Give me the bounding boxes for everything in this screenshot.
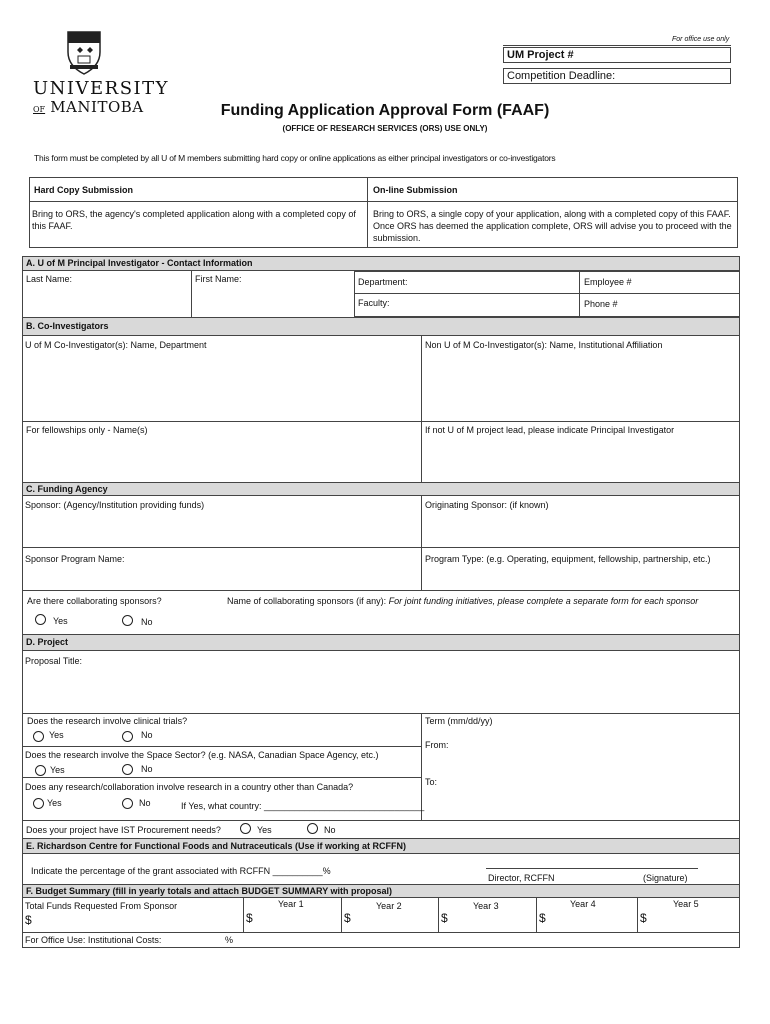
f-bottom-rule	[22, 932, 740, 933]
ist-yes-radio[interactable]	[240, 823, 251, 834]
director-label: Director, RCFFN	[488, 873, 555, 883]
intro-text: This form must be completed by all U of M members submitting hard copy or online applications as either principal investigators or co-investigators	[34, 153, 556, 163]
space-yes-label: Yes	[50, 765, 65, 775]
a-divider-1	[191, 271, 192, 317]
year-5-label: Year 5	[673, 899, 699, 909]
office-use-rule	[503, 45, 731, 46]
sponsor-label[interactable]: Sponsor: (Agency/Institution providing funds)	[25, 500, 205, 510]
d-horizontal-divider	[22, 713, 740, 714]
clinical-yes-label: Yes	[49, 730, 64, 740]
signature-rule	[486, 868, 698, 869]
hard-copy-title: Hard Copy Submission	[34, 185, 134, 195]
if-yes-country-field[interactable]: If Yes, what country: ________________________________	[181, 801, 425, 811]
section-f-header: F. Budget Summary (fill in yearly totals and attach BUDGET SUMMARY with proposal)	[22, 884, 740, 898]
section-a-header: A. U of M Principal Investigator - Contact Information	[22, 256, 740, 271]
country-yes-radio[interactable]	[33, 798, 44, 809]
total-funds-label: Total Funds Requested From Sponsor	[25, 901, 178, 911]
total-funds-currency[interactable]: $	[25, 913, 32, 927]
clinical-trials-question: Does the research involve clinical trials?	[27, 716, 188, 726]
f-col-3	[438, 898, 439, 932]
online-title: On-line Submission	[373, 185, 458, 195]
section-b-header: B. Co-Investigators	[22, 317, 740, 336]
program-type-label[interactable]: Program Type: (e.g. Operating, equipment, fellowship, partnership, etc.)	[425, 554, 711, 564]
year-5-amount[interactable]: $	[640, 911, 647, 925]
phone-label: Phone #	[584, 299, 618, 309]
institutional-costs-percent: %	[225, 935, 234, 945]
ist-yes-label: Yes	[257, 825, 272, 835]
country-yes-label: Yes	[47, 798, 62, 808]
online-text: Bring to ORS, a single copy of your application, along with a completed copy of this FAAF. Once ORS has deemed the application complete, ORS will advise you to proceed with the submission.	[373, 209, 732, 243]
university-of: OF	[33, 105, 46, 114]
c-horizontal-divider	[22, 547, 740, 548]
year-1-amount[interactable]: $	[246, 911, 253, 925]
f-col-4	[536, 898, 537, 932]
collab-no-label: No	[141, 617, 153, 627]
year-3-label: Year 3	[473, 901, 499, 911]
c-vertical-divider	[421, 496, 422, 590]
hard-copy-text: Bring to ORS, the agency's completed application along with a completed copy of this FAAF.	[32, 209, 356, 231]
non-um-co-investigators-label[interactable]: Non U of M Co-Investigator(s): Name, Institutional Affiliation	[425, 340, 663, 350]
university-crest-logo	[64, 26, 104, 76]
ist-procurement-question: Does your project have IST Procurement needs?	[26, 825, 221, 835]
originating-sponsor-label[interactable]: Originating Sponsor: (if known)	[425, 500, 549, 510]
section-c-header: C. Funding Agency	[22, 482, 740, 496]
faculty-label: Faculty:	[358, 298, 390, 308]
collab-yes-radio[interactable]	[35, 614, 46, 625]
year-1-label: Year 1	[278, 899, 304, 909]
collab-no-radio[interactable]	[122, 615, 133, 626]
collab-names: Name of collaborating sponsors (if any):	[227, 596, 387, 606]
rcffn-percentage-field[interactable]: Indicate the percentage of the grant associated with RCFFN __________%	[31, 866, 331, 876]
form-subtitle: (OFFICE OF RESEARCH SERVICES (ORS) USE ONLY)	[282, 124, 488, 133]
proposal-title-label[interactable]: Proposal Title:	[25, 656, 83, 666]
competition-deadline-field[interactable]	[503, 68, 731, 84]
d-country-top-rule	[22, 777, 422, 778]
university-manitoba: MANITOBA	[50, 98, 144, 116]
office-use-only-label: For office use only	[672, 36, 730, 43]
space-yes-radio[interactable]	[35, 765, 46, 776]
d-space-top-rule	[22, 746, 422, 747]
clinical-yes-radio[interactable]	[33, 731, 44, 742]
space-no-label: No	[141, 764, 153, 774]
form-title: Funding Application Approval Form (FAAF)	[220, 102, 550, 119]
ist-no-radio[interactable]	[307, 823, 318, 834]
university-name-line2	[33, 97, 144, 116]
space-sector-question: Does the research involve the Space Sector? (e.g. NASA, Canadian Space Agency, etc.)	[25, 750, 379, 760]
country-no-radio[interactable]	[122, 798, 133, 809]
year-4-amount[interactable]: $	[539, 911, 546, 925]
year-4-label: Year 4	[570, 899, 596, 909]
f-col-5	[637, 898, 638, 932]
sponsor-program-name-label[interactable]: Sponsor Program Name:	[25, 554, 125, 564]
country-no-label: No	[139, 798, 151, 808]
clinical-no-label: No	[141, 730, 153, 740]
department-label: Department:	[358, 277, 408, 287]
submission-divider	[29, 201, 738, 202]
f-col-1	[243, 898, 244, 932]
collab-yes-label: Yes	[53, 616, 68, 626]
ist-no-label: No	[324, 825, 336, 835]
space-no-radio[interactable]	[122, 764, 133, 775]
collaborating-names-label	[227, 596, 698, 606]
signature-label[interactable]: (Signature)	[643, 873, 688, 883]
university-name-line1: UNIVERSITY	[33, 78, 170, 99]
not-lead-label[interactable]: If not U of M project lead, please indicate Principal Investigator	[425, 425, 675, 435]
year-2-amount[interactable]: $	[344, 911, 351, 925]
um-project-field[interactable]	[503, 47, 731, 63]
collab-note: For joint funding initiatives, please complete a separate form for each sponsor	[388, 596, 699, 606]
fellowships-label[interactable]: For fellowships only - Name(s)	[26, 425, 148, 435]
f-col-2	[341, 898, 342, 932]
section-d-header: D. Project	[22, 634, 740, 651]
foreign-country-question: Does any research/collaboration involve research in a country other than Canada?	[25, 782, 354, 792]
competition-deadline-label: Competition Deadline:	[507, 70, 616, 82]
year-3-amount[interactable]: $	[441, 911, 448, 925]
section-e-header: E. Richardson Centre for Functional Foods and Nutraceuticals (Use if working at RCFFN)	[22, 838, 740, 854]
first-name-label[interactable]: First Name:	[195, 274, 242, 284]
term-label: Term (mm/dd/yy)	[425, 716, 493, 726]
collaborating-question: Are there collaborating sponsors?	[27, 596, 162, 606]
um-project-label: UM Project #	[507, 49, 574, 61]
um-co-investigators-label[interactable]: U of M Co-Investigator(s): Name, Department	[25, 340, 207, 350]
employee-label: Employee #	[584, 277, 632, 287]
d-bottom-rule	[22, 820, 740, 821]
c-bottom-rule	[22, 590, 740, 591]
term-from-label[interactable]: From:	[425, 740, 449, 750]
term-to-label[interactable]: To:	[425, 777, 438, 787]
b-vertical-divider	[421, 336, 422, 482]
clinical-no-radio[interactable]	[122, 731, 133, 742]
year-2-label: Year 2	[376, 901, 402, 911]
b-horizontal-divider	[22, 421, 740, 422]
institutional-costs-label[interactable]: For Office Use: Institutional Costs:	[25, 935, 162, 945]
last-name-label[interactable]: Last Name:	[26, 274, 73, 284]
